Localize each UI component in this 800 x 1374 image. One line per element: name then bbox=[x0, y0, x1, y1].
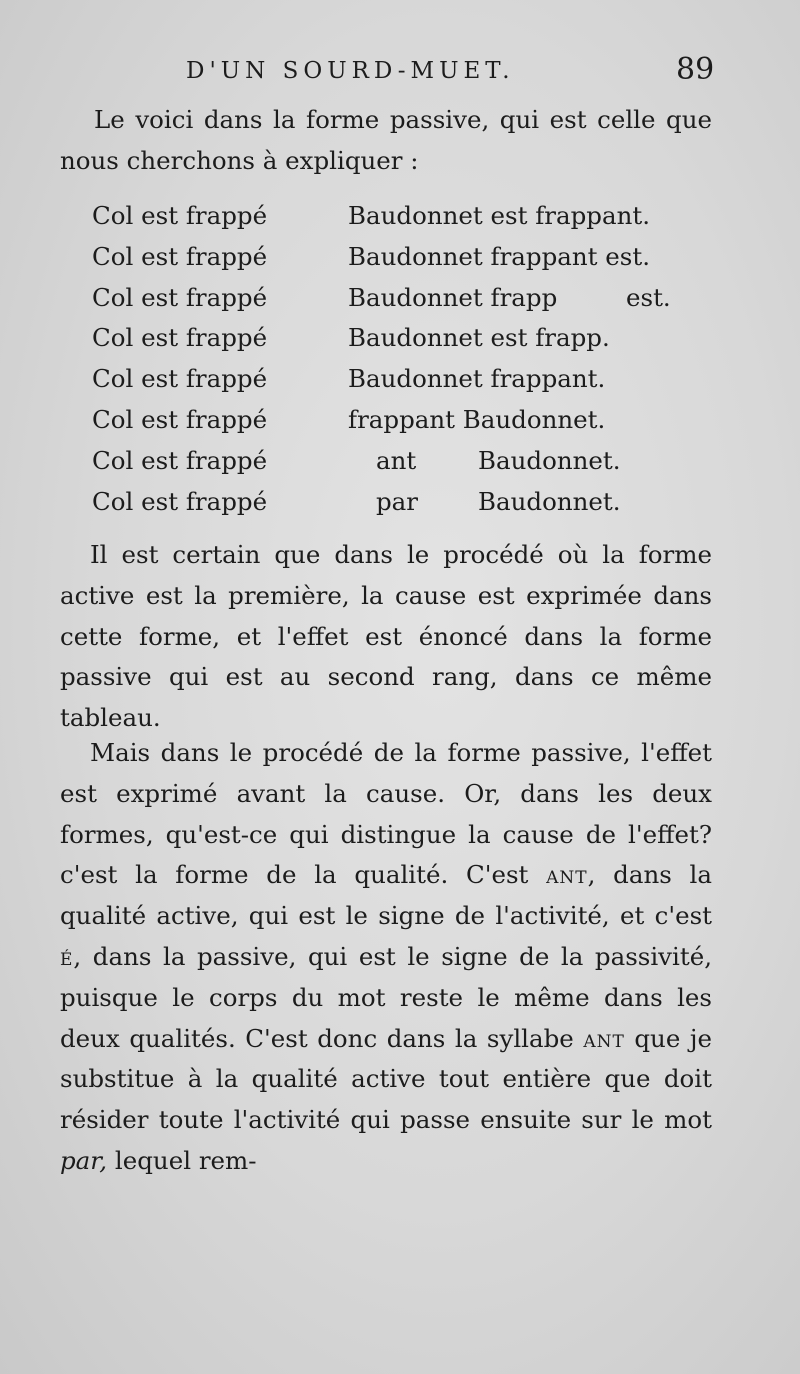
example-row bbox=[92, 237, 712, 278]
example-left: Col est frappé bbox=[92, 445, 268, 475]
example-left: Col est frappé bbox=[92, 282, 268, 312]
page-number: 89 bbox=[676, 52, 715, 87]
paragraph-active-form: Il est certain que dans le procédé où la forme active est la première, la cause est exprimée dans cette forme, et l'effet est énoncé dans la forme passive qui est au second rang, dans ce même tableau. bbox=[60, 540, 712, 733]
example-left: Col est frappé bbox=[92, 241, 268, 271]
example-row bbox=[92, 400, 712, 441]
running-title: D'UN SOURD-MUET. bbox=[186, 58, 515, 84]
example-right-part: Baudonnet est frappant. bbox=[348, 201, 650, 230]
example-left: Col est frappé bbox=[92, 404, 268, 434]
example-row bbox=[92, 441, 712, 482]
text-run: lequel rem- bbox=[114, 1145, 257, 1175]
example-right-part: Baudonnet frapp bbox=[348, 282, 558, 312]
example-row bbox=[92, 359, 712, 400]
example-row bbox=[92, 318, 712, 359]
example-left: Col est frappé bbox=[92, 201, 268, 230]
paragraph-intro: Le voici dans la forme passive, qui est celle que nous cherchons à expliquer : bbox=[60, 105, 712, 175]
example-right-part: Baudonnet. bbox=[478, 486, 621, 516]
text-run: Mais dans le procédé de la forme passive, l'effet est exprimé avant la cause. Or, dans les deux formes, qu'est-ce qui distingue la cause de l'effet? c'est la forme de la qualité. C'est bbox=[60, 738, 712, 890]
text-run-smallcaps: ant bbox=[583, 1023, 625, 1053]
example-table bbox=[92, 196, 712, 522]
example-row bbox=[92, 196, 712, 237]
paragraph-passive-form bbox=[60, 733, 712, 1182]
example-right-part: frappant Baudonnet. bbox=[348, 404, 606, 434]
text-run-smallcaps: é bbox=[60, 941, 74, 971]
example-right-part: ant bbox=[376, 445, 417, 475]
example-left: Col est frappé bbox=[92, 486, 268, 516]
text-run: que je substitue à la qualité active tout entière que doit résider toute l'activité qui passe ensuite sur le mot bbox=[60, 1023, 712, 1135]
example-right-part: Baudonnet est frapp. bbox=[348, 323, 610, 353]
text-run: , dans la passive, qui est le signe de la passivité, puisque le corps du mot reste le même dans les deux qualités. C'est donc dans la syllabe bbox=[60, 941, 712, 1053]
example-right-part: Baudonnet frappant. bbox=[348, 364, 606, 394]
example-row bbox=[92, 278, 712, 319]
example-left: Col est frappé bbox=[92, 323, 268, 353]
example-left: Col est frappé bbox=[92, 364, 268, 394]
text-run: , dans la qualité active, qui est le signe de l'activité, et c'est bbox=[60, 860, 713, 931]
example-right-part: est. bbox=[626, 282, 671, 312]
example-right-part: par bbox=[376, 486, 419, 516]
text-run-italic: par, bbox=[60, 1145, 108, 1175]
example-right-part: Baudonnet frappant est. bbox=[348, 241, 650, 271]
example-right-part: Baudonnet. bbox=[478, 445, 621, 475]
example-row bbox=[92, 482, 712, 523]
text-run-smallcaps: ant bbox=[546, 860, 588, 890]
